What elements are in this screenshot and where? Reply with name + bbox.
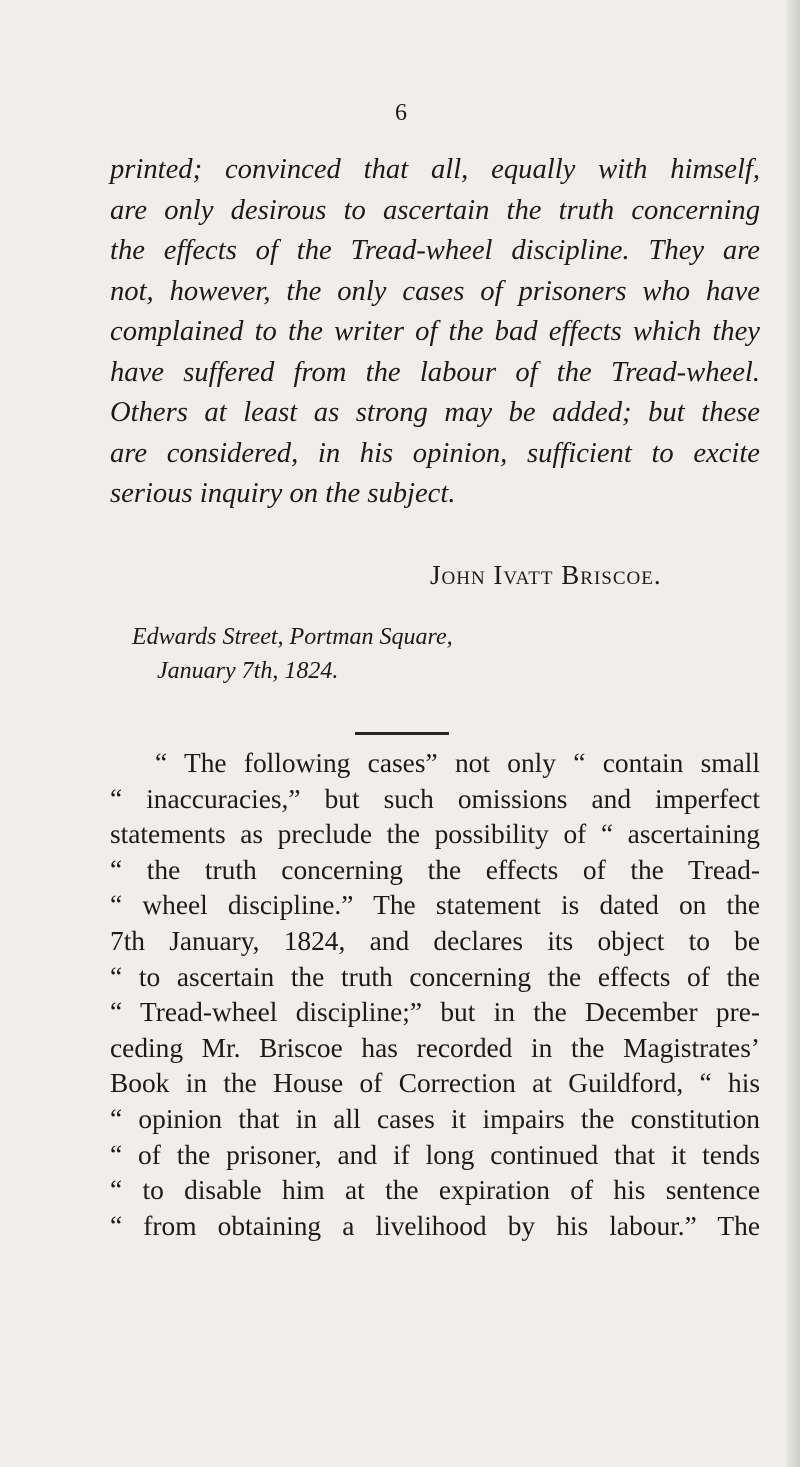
text-line: “ to ascertain the truth concerning the effects of the — [110, 961, 760, 992]
text-line: “ of the prisoner, and if long continued that it tends — [110, 1139, 760, 1170]
text-line: are only desirous to ascertain the truth concerning — [110, 194, 760, 226]
text-line: “ wheel discipline.” The statement is dated on the — [110, 890, 760, 921]
text-line: “ the truth concerning the effects of the Tread- — [110, 854, 760, 885]
text-line: “ The following cases” not only “ contain small — [155, 748, 760, 778]
text-line: ceding Mr. Briscoe has recorded in the Magistrates’ — [110, 1032, 760, 1063]
text-line: printed; convinced that all, equally with himself, — [110, 154, 760, 185]
author-signature: John Ivatt Briscoe. — [430, 560, 662, 590]
text-line: statements as preclude the possibility of “ ascertaining — [110, 819, 760, 850]
address-street: Edwards Street, Portman Square, — [132, 624, 453, 650]
text-line: “ opinion that in all cases it impairs the constitution — [110, 1103, 760, 1134]
italic-paragraph — [110, 150, 760, 515]
text-line: “ inaccuracies,” but such omissions and imperfect — [110, 783, 760, 814]
text-line: serious inquiry on the subject. — [110, 478, 456, 509]
text-line: not, however, the only cases of prisoners who have — [110, 275, 760, 307]
page-number: 6 — [395, 100, 407, 126]
address-date: January 7th, 1824. — [157, 658, 339, 684]
text-line: “ from obtaining a livelihood by his labour.” The — [110, 1210, 760, 1241]
section-divider — [355, 732, 449, 735]
text-line: the effects of the Tread-wheel discipline. They are — [110, 235, 760, 266]
page-edge — [786, 0, 800, 1467]
text-line: are considered, in his opinion, sufficient to excite — [110, 437, 760, 469]
text-line: “ Tread-wheel discipline;” but in the December pre- — [110, 997, 760, 1028]
text-line: Book in the House of Correction at Guildford, “ his — [110, 1068, 760, 1099]
address-block — [132, 620, 453, 688]
body-paragraph — [110, 746, 760, 1244]
text-line: complained to the writer of the bad effects which they — [110, 316, 760, 347]
text-line: “ to disable him at the expiration of his sentence — [110, 1175, 760, 1206]
text-line: have suffered from the labour of the Tread-wheel. — [110, 356, 760, 388]
text-line: Others at least as strong may be added; but these — [110, 397, 760, 428]
text-line: 7th January, 1824, and declares its object to be — [110, 925, 760, 956]
